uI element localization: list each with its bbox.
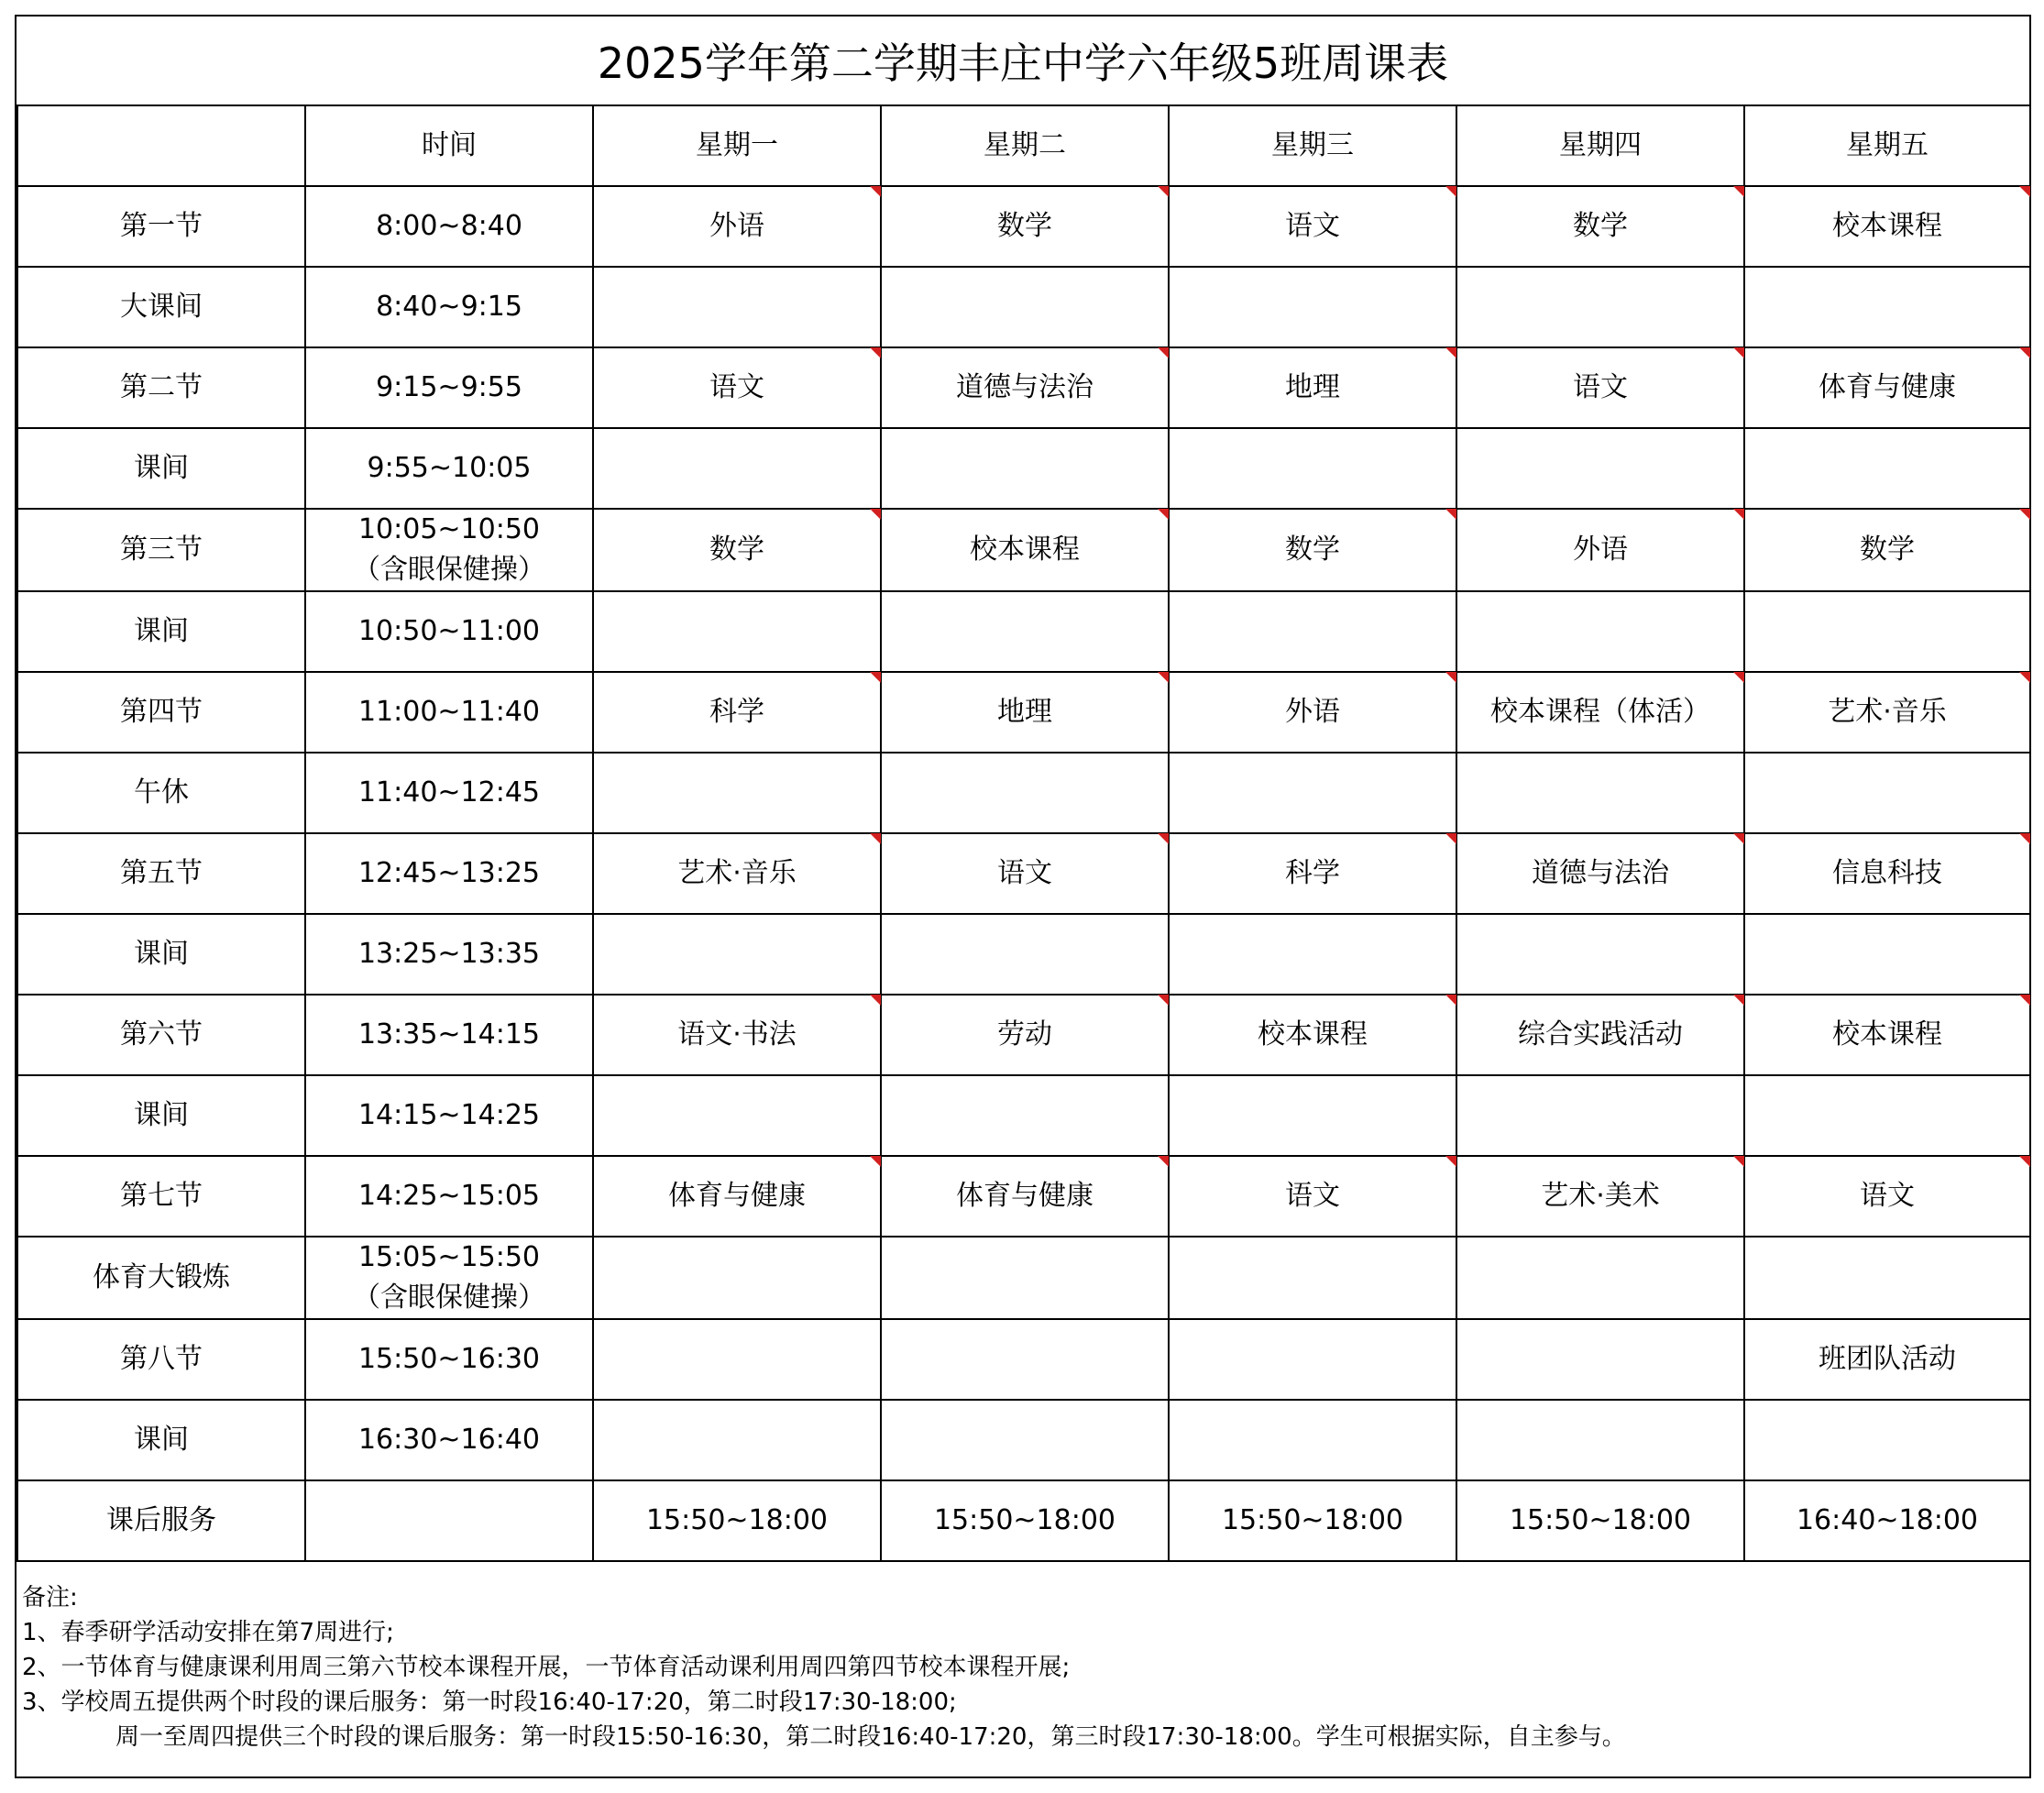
class-cell[interactable]: 数学 [1744,509,2030,591]
period-cell: 第一节 [17,186,305,267]
period-cell: 第八节 [17,1319,305,1400]
class-cell[interactable] [593,1400,881,1480]
time-range: 9:15~9:55 [376,371,522,403]
time-range: 13:35~14:15 [357,1018,541,1050]
class-cell[interactable]: 劳动 [881,995,1169,1075]
class-cell[interactable] [593,914,881,995]
note-line: 3、学校周五提供两个时段的课后服务：第一时段16:40-17:20，第二时段17:30-18:00; [22,1688,957,1716]
header-day-cell: 星期二 [881,105,1169,186]
class-cell[interactable] [1744,428,2030,509]
class-cell[interactable] [593,1075,881,1156]
class-cell[interactable]: 体育与健康 [881,1156,1169,1237]
period-cell: 第七节 [17,1156,305,1237]
class-cell[interactable]: 15:50~18:00 [1169,1480,1456,1561]
class-cell[interactable] [1744,591,2030,672]
time-note: （含眼保健操） [353,554,545,586]
time-range: 13:25~13:35 [357,938,541,970]
time-cell [305,267,593,347]
class-cell[interactable]: 数学 [1169,509,1456,591]
class-cell[interactable] [1744,1075,2030,1156]
class-cell[interactable]: 信息科技 [1744,833,2030,914]
class-cell[interactable] [1169,591,1456,672]
class-cell[interactable] [593,753,881,833]
class-cell[interactable] [881,428,1169,509]
class-cell[interactable]: 艺术·音乐 [593,833,881,914]
class-cell[interactable]: 地理 [881,672,1169,753]
time-cell [305,1400,593,1480]
period-cell: 第二节 [17,347,305,428]
schedule-table [16,104,2031,1562]
time-cell [305,1237,593,1319]
period-cell: 课间 [17,1075,305,1156]
schedule-row [17,347,2030,428]
header-day-cell: 星期三 [1169,105,1456,186]
header-day-cell: 星期五 [1744,105,2030,186]
class-cell[interactable]: 外语 [593,186,881,267]
time-range: 8:00~8:40 [376,210,522,242]
schedule-row [17,1319,2030,1400]
schedule-row [17,1400,2030,1480]
header-corner-cell [17,105,305,186]
time-cell [305,1156,593,1237]
class-cell[interactable] [1744,914,2030,995]
page-title: 2025学年第二学期丰庄中学六年级5班周课表 [597,38,1449,88]
schedule-row [17,591,2030,672]
class-cell[interactable]: 语文 [593,347,881,428]
class-cell[interactable]: 艺术·音乐 [1744,672,2030,753]
class-cell[interactable]: 综合实践活动 [1456,995,1744,1075]
class-cell[interactable]: 道德与法治 [1456,833,1744,914]
time-range: 11:00~11:40 [357,696,541,728]
class-cell[interactable] [881,1075,1169,1156]
note-line-indented: 周一至周四提供三个时段的课后服务：第一时段15:50-16:30，第二时段16:40-17:20，第三时段17:30-18:00。学生可根据实际，自主参与。 [115,1723,1626,1751]
class-cell[interactable]: 语文·书法 [593,995,881,1075]
time-range: 14:15~14:25 [357,1099,541,1131]
time-range: 14:25~15:05 [357,1180,541,1212]
time-cell [305,186,593,267]
time-range: 15:05~15:50 [357,1241,541,1273]
class-cell[interactable] [1169,1400,1456,1480]
class-cell[interactable]: 校本课程 [1744,186,2030,267]
class-cell[interactable] [1456,1237,1744,1319]
class-cell[interactable]: 校本课程 [1744,995,2030,1075]
class-cell[interactable] [1456,1400,1744,1480]
header-day-cell: 星期一 [593,105,881,186]
period-cell: 第三节 [17,509,305,591]
time-cell [305,672,593,753]
time-range: 10:05~10:50 [357,513,541,545]
time-cell [305,428,593,509]
class-cell[interactable]: 体育与健康 [1744,347,2030,428]
class-cell[interactable] [881,753,1169,833]
time-cell [305,833,593,914]
class-cell[interactable]: 15:50~18:00 [1456,1480,1744,1561]
class-cell[interactable] [1169,267,1456,347]
schedule-row [17,1480,2030,1561]
class-cell[interactable] [1744,1237,2030,1319]
class-cell[interactable]: 15:50~18:00 [881,1480,1169,1561]
period-cell: 第六节 [17,995,305,1075]
schedule-row [17,186,2030,267]
class-cell[interactable] [1169,1237,1456,1319]
class-cell[interactable] [881,914,1169,995]
class-cell[interactable] [1456,1075,1744,1156]
time-range: 10:50~11:00 [357,615,541,647]
note-line: 2、一节体育与健康课利用周三第六节校本课程开展，一节体育活动课利用周四第四节校本课程开展; [22,1654,1071,1681]
period-cell: 课间 [17,1400,305,1480]
class-cell[interactable]: 体育与健康 [593,1156,881,1237]
class-cell[interactable]: 语文 [1169,1156,1456,1237]
header-day-cell: 星期四 [1456,105,1744,186]
time-range: 16:30~16:40 [357,1424,541,1456]
class-cell[interactable]: 班团队活动 [1744,1319,2030,1400]
class-cell[interactable]: 外语 [1456,509,1744,591]
class-cell[interactable]: 校本课程 [1169,995,1456,1075]
class-cell[interactable] [1456,428,1744,509]
class-cell[interactable] [1744,267,2030,347]
header-row [17,105,2030,186]
time-range: 11:40~12:45 [357,776,541,808]
time-cell [305,1319,593,1400]
class-cell[interactable] [593,428,881,509]
class-cell[interactable]: 15:50~18:00 [593,1480,881,1561]
class-cell[interactable] [1169,1319,1456,1400]
class-cell[interactable] [881,1319,1169,1400]
schedule-row [17,672,2030,753]
timetable-sheet [15,15,2031,1778]
period-cell: 课后服务 [17,1480,305,1561]
period-cell: 课间 [17,914,305,995]
class-cell[interactable] [881,1400,1169,1480]
schedule-row [17,267,2030,347]
schedule-row [17,1075,2030,1156]
time-range: 12:45~13:25 [357,857,541,889]
notes-section [22,1580,2020,1754]
class-cell[interactable]: 科学 [593,672,881,753]
class-cell[interactable] [1169,753,1456,833]
time-cell [305,509,593,591]
time-cell [305,1075,593,1156]
class-cell[interactable]: 校本课程 [881,509,1169,591]
schedule-row [17,428,2030,509]
class-cell[interactable] [1169,1075,1456,1156]
class-cell[interactable] [1169,428,1456,509]
class-cell[interactable] [1456,753,1744,833]
time-cell [305,753,593,833]
class-cell[interactable]: 语文 [1744,1156,2030,1237]
class-cell[interactable]: 数学 [593,509,881,591]
class-cell[interactable]: 数学 [1456,186,1744,267]
period-cell: 课间 [17,591,305,672]
class-cell[interactable] [593,591,881,672]
class-cell[interactable] [593,1319,881,1400]
schedule-row [17,1156,2030,1237]
class-cell[interactable] [1456,1319,1744,1400]
class-cell[interactable]: 科学 [1169,833,1456,914]
class-cell[interactable]: 道德与法治 [881,347,1169,428]
time-range: 15:50~16:30 [357,1343,541,1375]
notes-heading: 备注: [22,1584,78,1612]
class-cell[interactable]: 校本课程（体活） [1456,672,1744,753]
class-cell[interactable] [1456,591,1744,672]
header-time-cell: 时间 [305,105,593,186]
class-cell[interactable]: 16:40~18:00 [1744,1480,2030,1561]
class-cell[interactable] [881,267,1169,347]
time-range: 9:55~10:05 [367,452,532,484]
time-cell [305,995,593,1075]
period-cell: 第四节 [17,672,305,753]
class-cell[interactable] [881,591,1169,672]
schedule-row [17,833,2030,914]
period-cell: 午休 [17,753,305,833]
class-cell[interactable] [1456,914,1744,995]
period-cell: 体育大锻炼 [17,1237,305,1319]
class-cell[interactable]: 语文 [881,833,1169,914]
time-note: （含眼保健操） [353,1282,545,1314]
time-cell [305,1480,593,1561]
schedule-row [17,995,2030,1075]
time-cell [305,914,593,995]
time-cell [305,591,593,672]
class-cell[interactable] [1744,1400,2030,1480]
period-cell: 第五节 [17,833,305,914]
class-cell[interactable]: 数学 [881,186,1169,267]
class-cell[interactable] [881,1237,1169,1319]
class-cell[interactable] [593,1237,881,1319]
class-cell[interactable]: 地理 [1169,347,1456,428]
class-cell[interactable]: 艺术·美术 [1456,1156,1744,1237]
class-cell[interactable] [1169,914,1456,995]
schedule-row [17,753,2030,833]
class-cell[interactable]: 语文 [1169,186,1456,267]
schedule-row [17,914,2030,995]
period-cell: 大课间 [17,267,305,347]
class-cell[interactable]: 语文 [1456,347,1744,428]
class-cell[interactable] [1456,267,1744,347]
period-cell: 课间 [17,428,305,509]
time-range: 8:40~9:15 [376,291,522,323]
time-cell [305,347,593,428]
class-cell[interactable]: 外语 [1169,672,1456,753]
class-cell[interactable] [1744,753,2030,833]
class-cell[interactable] [593,267,881,347]
schedule-row [17,1237,2030,1319]
note-line: 1、春季研学活动安排在第7周进行; [22,1619,394,1646]
schedule-row [17,509,2030,591]
